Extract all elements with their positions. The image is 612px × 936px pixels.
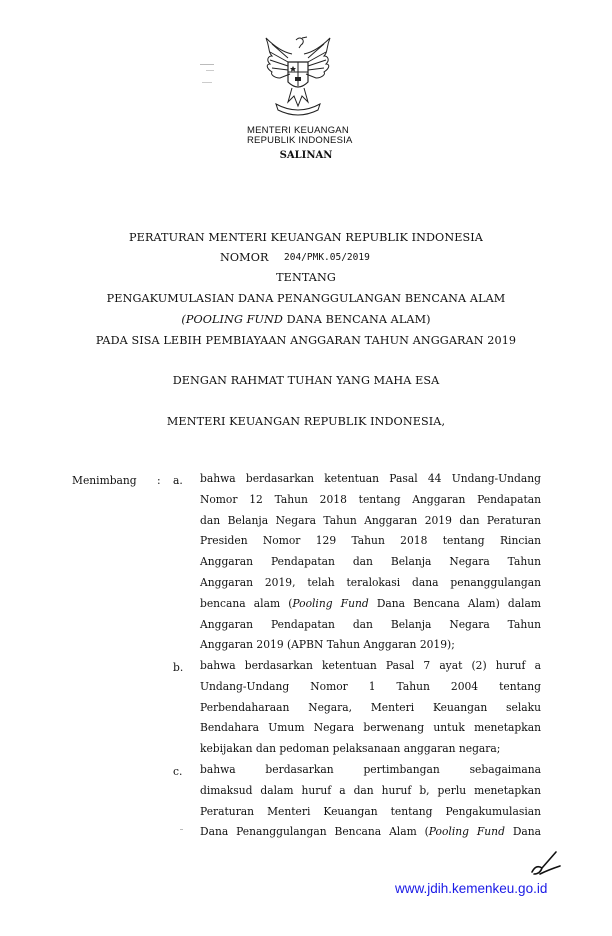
- item-a-line: Anggaran 2019, telah teralokasi dana penanggulangan: [200, 575, 541, 589]
- item-b-line: Undang-Undang Nomor 1 Tahun 2004 tentang: [200, 679, 541, 693]
- considering-colon: :: [157, 474, 161, 487]
- paraf-signature-icon: [526, 850, 566, 880]
- tentang-label: TENTANG: [276, 271, 336, 284]
- item-a-line: Anggaran 2019 (APBN Tahun Anggaran 2019);: [200, 638, 455, 652]
- item-c-line: Peraturan Menteri Keuangan tentang Pengakumulasian: [200, 804, 541, 818]
- item-c-line: Dana Penanggulangan Bencana Alam (Pooling Fund Dana: [200, 825, 542, 839]
- item-b-marker: b.: [173, 661, 184, 674]
- scan-mark: [200, 64, 214, 65]
- jdih-website-link[interactable]: www.jdih.kemenkeu.go.id: [395, 881, 548, 896]
- regulation-number-label: NOMOR: [220, 251, 269, 264]
- considering-item-c: [200, 760, 541, 843]
- subject-line2-rest: DANA BENCANA ALAM): [283, 313, 431, 326]
- item-a-line: bencana alam (Pooling Fund Dana Bencana Alam) dalam: [200, 596, 541, 610]
- item-c-line: bahwa berdasarkan pertimbangan sebagaimana: [200, 763, 541, 776]
- ministry-name-line1: MENTERI KEUANGAN: [247, 125, 349, 136]
- scan-mark: [206, 70, 214, 71]
- item-b-line: bahwa berdasarkan ketentuan Pasal 7 ayat (2) huruf a: [200, 659, 541, 672]
- item-c-marker: c.: [173, 765, 183, 778]
- item-a-line: Anggaran Pendapatan dan Belanja Negara Tahun: [200, 555, 541, 569]
- item-b-line: kebijakan dan pedoman pelaksanaan anggaran negara;: [200, 742, 501, 756]
- considering-item-b: [200, 656, 541, 760]
- regulation-number-value: 204/PMK.05/2019: [284, 252, 370, 263]
- item-a-line: Anggaran Pendapatan dan Belanja Negara Tahun: [200, 617, 541, 631]
- regulation-subject-line1: PENGAKUMULASIAN DANA PENANGGULANGAN BENCANA ALAM: [106, 292, 506, 305]
- item-b-line: Bendahara Umum Negara berwenang untuk menetapkan: [200, 721, 541, 735]
- menteri-line: MENTERI KEUANGAN REPUBLIK INDONESIA,: [166, 415, 446, 428]
- item-a-line: bahwa berdasarkan ketentuan Pasal 44 Undang-Undang: [200, 472, 541, 485]
- considering-item-a: [200, 469, 541, 656]
- scan-mark: [202, 82, 212, 83]
- regulation-subject-line2: [0, 313, 612, 326]
- garuda-pancasila-emblem-icon: [262, 34, 334, 118]
- item-a-line: dan Belanja Negara Tahun Anggaran 2019 dan Peraturan: [200, 513, 541, 527]
- item-a-line: Nomor 12 Tahun 2018 tentang Anggaran Pendapatan: [200, 492, 541, 506]
- copy-label: SALINAN: [279, 150, 333, 161]
- item-a-marker: a.: [173, 474, 183, 487]
- item-a-line: Presiden Nomor 129 Tahun 2018 tentang Rincian: [200, 534, 541, 548]
- considering-label: Menimbang: [72, 474, 137, 487]
- rahmat-line: DENGAN RAHMAT TUHAN YANG MAHA ESA: [172, 374, 440, 387]
- item-b-line: Perbendaharaan Negara, Menteri Keuangan selaku: [200, 700, 541, 714]
- regulation-title: PERATURAN MENTERI KEUANGAN REPUBLIK INDONESIA: [129, 231, 483, 244]
- regulation-subject-line3: PADA SISA LEBIH PEMBIAYAAN ANGGARAN TAHUN ANGGARAN 2019: [95, 334, 517, 347]
- scan-mark: [180, 829, 183, 830]
- ministry-name-line2: REPUBLIK INDONESIA: [247, 135, 353, 146]
- item-c-line: dimaksud dalam huruf a dan huruf b, perlu menetapkan: [200, 783, 541, 797]
- pooling-fund-italic: (POOLING FUND: [181, 313, 284, 326]
